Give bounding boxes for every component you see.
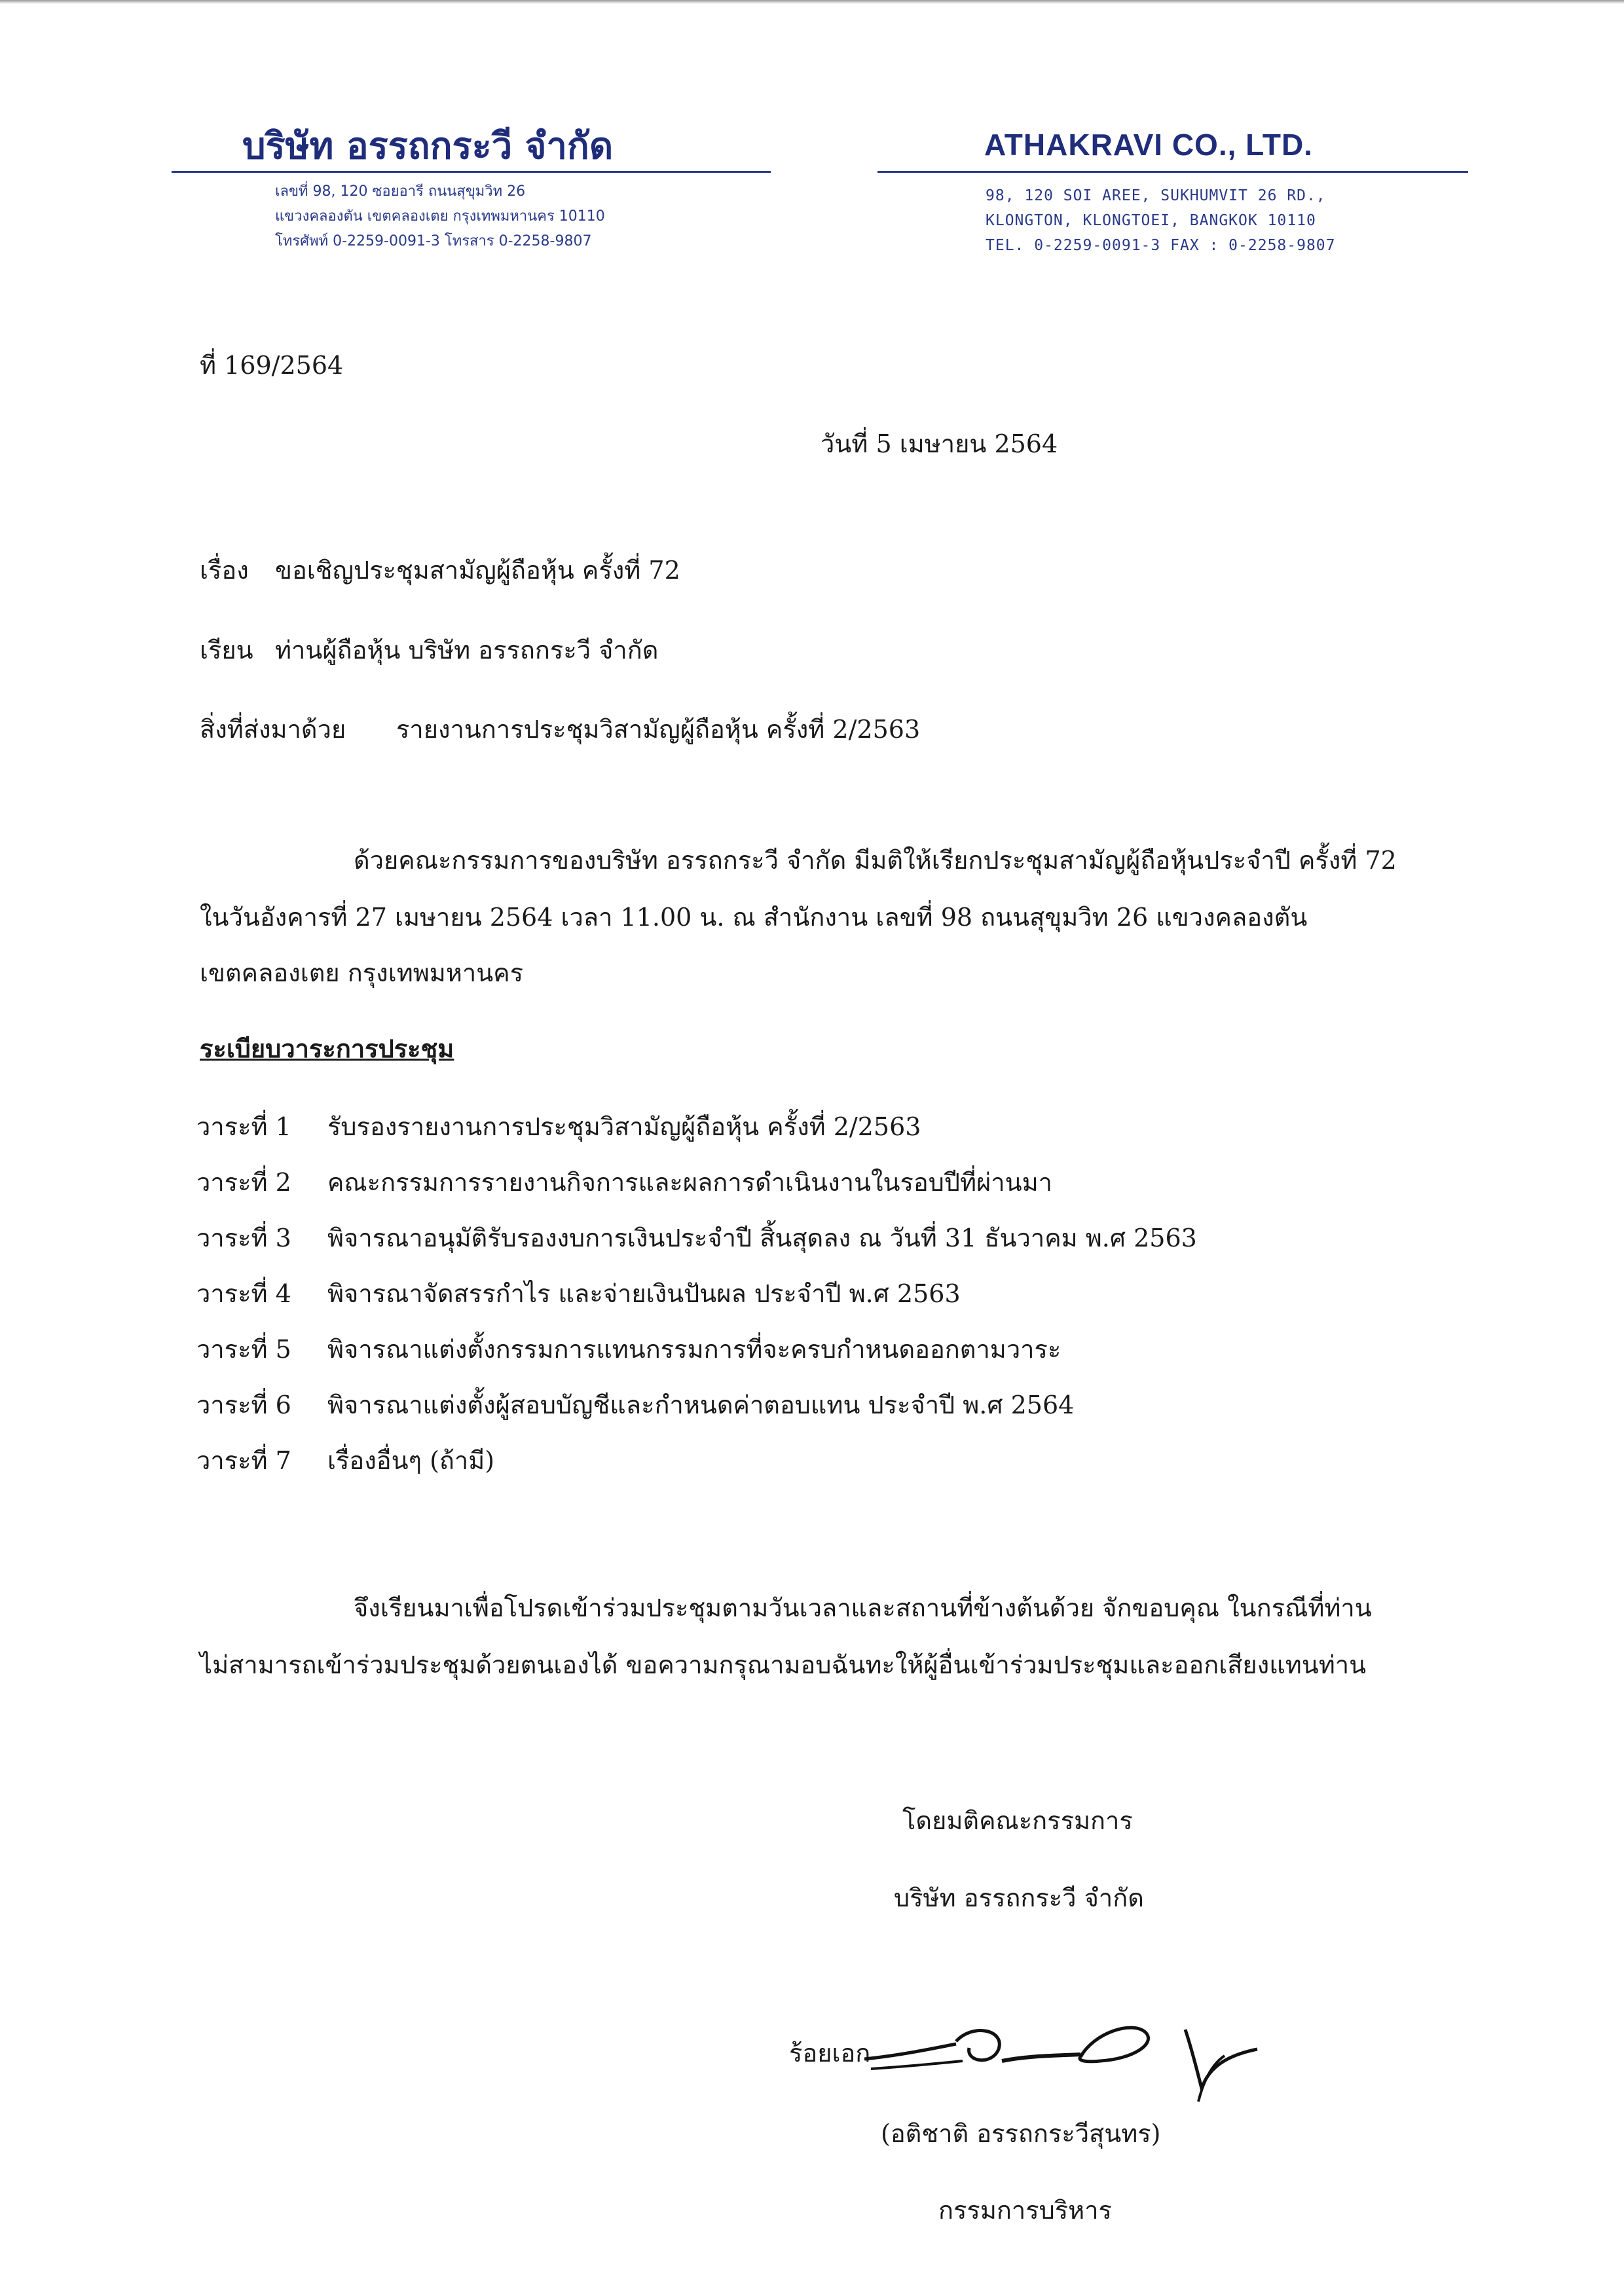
agenda-item-label: วาระที่ 7 <box>196 1446 291 1475</box>
address-thai-line1: เลขที่ 98, 120 ซอยอารี ถนนสุขุมวิท 26 <box>275 183 526 200</box>
agenda-item-text: พิจารณาอนุมัติรับรองงบการเงินประจำปี สิ้นสุดลง ณ วันที่ 31 ธันวาคม พ.ศ 2563 <box>327 1224 1197 1252</box>
agenda-item-label: วาระที่ 6 <box>196 1391 291 1419</box>
agenda-item-text: คณะกรรมการรายงานกิจการและผลการดำเนินงานในรอบปีที่ผ่านมา <box>327 1168 1052 1197</box>
letterhead-rule-left <box>172 171 771 173</box>
signature-company: บริษัท อรรถกระวี จำกัด <box>894 1884 1144 1912</box>
agenda-item-text: พิจารณาแต่งตั้งผู้สอบบัญชีและกำหนดค่าตอบแทน ประจำปี พ.ศ 2564 <box>327 1391 1075 1419</box>
closing-line-2: ไม่สามารถเข้าร่วมประชุมด้วยตนเองได้ ขอความกรุณามอบฉันทะให้ผู้อื่นเข้าร่วมประชุมและออกเสียงแทนท่าน <box>200 1650 1367 1679</box>
address-thai <box>275 179 605 254</box>
company-name-english: ATHAKRAVI CO., LTD. <box>984 128 1313 162</box>
intro-line-1: ด้วยคณะกรรมการของบริษัท อรรถกระวี จำกัด มีมติให้เรียกประชุมสามัญผู้ถือหุ้นประจำปี ครั้งที่ 72 <box>354 846 1397 875</box>
reference-number: ที่ 169/2564 <box>200 351 344 380</box>
signatory-title: กรรมการบริหาร <box>938 2196 1112 2225</box>
letter-date: วันที่ 5 เมษายน 2564 <box>821 429 1058 458</box>
letterhead-rule-right <box>877 171 1468 173</box>
subject-label: เรื่อง <box>200 556 249 585</box>
to-text: ท่านผู้ถือหุ้น บริษัท อรรถกระวี จำกัด <box>275 636 659 665</box>
intro-line-2: ในวันอังคารที่ 27 เมษายน 2564 เวลา 11.00 น. ณ สำนักงาน เลขที่ 98 ถนนสุขุมวิท 26 แขวงคลองตัน <box>200 903 1308 932</box>
to-label: เรียน <box>200 636 253 665</box>
agenda-heading: ระเบียบวาระการประชุม <box>200 1034 454 1063</box>
address-english <box>986 183 1336 258</box>
closing-line-1: จึงเรียนมาเพื่อโปรดเข้าร่วมประชุมตามวันเวลาและสถานที่ข้างต้นด้วย จักขอบคุณ ในกรณีที่ท่าน <box>354 1594 1372 1622</box>
agenda-item-label: วาระที่ 3 <box>196 1224 291 1252</box>
address-thai-line3: โทรศัพท์ 0-2259-0091-3 โทรสาร 0-2258-9807 <box>275 233 592 249</box>
signature-resolution: โดยมติคณะกรรมการ <box>902 1806 1133 1835</box>
handwritten-signature <box>858 2003 1264 2115</box>
address-english-line2: KLONGTON, KLONGTOEI, BANGKOK 10110 <box>986 212 1316 229</box>
enclosure-label: สิ่งที่ส่งมาด้วย <box>200 715 346 744</box>
agenda-item-text: พิจารณาจัดสรรกำไร และจ่ายเงินปันผล ประจำปี พ.ศ 2563 <box>327 1279 961 1308</box>
address-english-line1: 98, 120 SOI AREE, SUKHUMVIT 26 RD., <box>986 187 1326 204</box>
subject-text: ขอเชิญประชุมสามัญผู้ถือหุ้น ครั้งที่ 72 <box>275 556 680 585</box>
address-english-line3: TEL. 0-2259-0091-3 FAX : 0-2258-9807 <box>986 237 1336 254</box>
enclosure-text: รายงานการประชุมวิสามัญผู้ถือหุ้น ครั้งที่ 2/2563 <box>396 715 921 744</box>
company-name-thai: บริษัท อรรถกระวี จำกัด <box>242 125 614 168</box>
agenda-item-label: วาระที่ 1 <box>196 1112 291 1141</box>
agenda-item-text: เรื่องอื่นๆ (ถ้ามี) <box>327 1446 495 1475</box>
signatory-name: (อติชาติ อรรถกระวีสุนทร) <box>881 2119 1161 2148</box>
agenda-item-label: วาระที่ 4 <box>196 1279 291 1308</box>
signature-rank: ร้อยเอก <box>789 2039 871 2068</box>
page-top-edge <box>0 0 1624 4</box>
agenda-item-label: วาระที่ 5 <box>196 1335 291 1364</box>
agenda-item-text: รับรองรายงานการประชุมวิสามัญผู้ถือหุ้น ครั้งที่ 2/2563 <box>327 1112 921 1141</box>
agenda-item-label: วาระที่ 2 <box>196 1168 291 1197</box>
intro-line-3: เขตคลองเตย กรุงเทพมหานคร <box>200 958 524 987</box>
address-thai-line2: แขวงคลองตัน เขตคลองเตย กรุงเทพมหานคร 10110 <box>275 208 605 225</box>
agenda-item-text: พิจารณาแต่งตั้งกรรมการแทนกรรมการที่จะครบกำหนดออกตามวาระ <box>327 1335 1061 1364</box>
